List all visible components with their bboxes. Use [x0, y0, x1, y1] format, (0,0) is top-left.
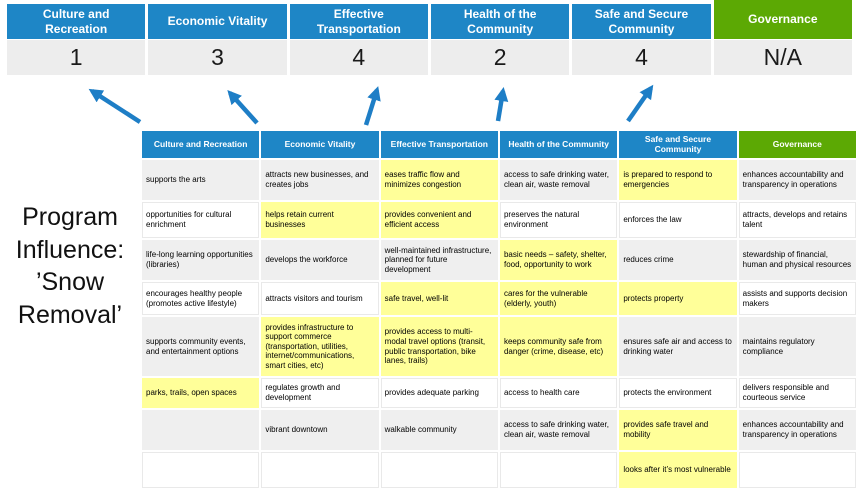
table-row: [142, 240, 856, 280]
table-cell: life-long learning opportunities (libraries): [142, 240, 259, 280]
matrix-header-row: [142, 131, 856, 158]
top-header-safe-secure-community: Safe and Secure Community: [572, 4, 710, 39]
table-cell: well-maintained infrastructure, planned for future development: [381, 240, 498, 280]
top-header-health-community: Health of the Community: [431, 4, 569, 39]
table-cell: provides infrastructure to support commerce (transportation, utilities, internet/communications, smart cities, etc): [261, 317, 378, 376]
table-cell: delivers responsible and courteous service: [739, 378, 856, 408]
table-cell: [381, 452, 498, 488]
table-cell: provides access to multi-modal travel options (transit, public transportation, bike lanes, trails): [381, 317, 498, 376]
table-row: [142, 160, 856, 200]
table-cell: attracts visitors and tourism: [261, 282, 378, 315]
table-cell: attracts new businesses, and creates jobs: [261, 160, 378, 200]
top-header-governance: Governance: [714, 0, 852, 39]
table-cell: provides adequate parking: [381, 378, 498, 408]
table-cell: provides convenient and efficient access: [381, 202, 498, 238]
table-row: [142, 317, 856, 376]
score-economic-vitality: 3: [148, 40, 286, 75]
table-cell: vibrant downtown: [261, 410, 378, 450]
connector-arrow: [366, 90, 377, 125]
program-influence-title: Program Influence: ’Snow Removal’: [15, 203, 125, 329]
table-cell: protects the environment: [619, 378, 736, 408]
top-header-effective-transportation: Effective Transportation: [290, 4, 428, 39]
connector-arrow: [628, 88, 651, 121]
table-cell: enhances accountability and transparency in operations: [739, 410, 856, 450]
top-header-economic-vitality: Economic Vitality: [148, 4, 286, 39]
table-cell: provides safe travel and mobility: [619, 410, 736, 450]
table-cell: safe travel, well-lit: [381, 282, 498, 315]
table-cell: supports community events, and entertainment options: [142, 317, 259, 376]
table-cell: develops the workforce: [261, 240, 378, 280]
matrix-header-culture-recreation: Culture and Recreation: [142, 131, 259, 158]
table-cell: enforces the law: [619, 202, 736, 238]
table-row: [142, 282, 856, 315]
table-cell: is prepared to respond to emergencies: [619, 160, 736, 200]
table-cell: [142, 410, 259, 450]
table-cell: keeps community safe from danger (crime, disease, etc): [500, 317, 617, 376]
table-row: [142, 202, 856, 238]
table-cell: assists and supports decision makers: [739, 282, 856, 315]
table-cell: looks after it’s most vulnerable: [619, 452, 736, 488]
table-cell: access to health care: [500, 378, 617, 408]
table-cell: helps retain current businesses: [261, 202, 378, 238]
table-cell: opportunities for cultural enrichment: [142, 202, 259, 238]
table-cell: basic needs – safety, shelter, food, opportunity to work: [500, 240, 617, 280]
matrix-header-safe-secure-community: Safe and Secure Community: [619, 131, 736, 158]
connector-arrow: [230, 93, 257, 123]
table-cell: [142, 452, 259, 488]
table-cell: maintains regulatory compliance: [739, 317, 856, 376]
table-cell: regulates growth and development: [261, 378, 378, 408]
table-cell: encourages healthy people (promotes active lifestyle): [142, 282, 259, 315]
table-row: [142, 378, 856, 408]
table-cell: eases traffic flow and minimizes congestion: [381, 160, 498, 200]
table-cell: stewardship of financial, human and physical resources: [739, 240, 856, 280]
connector-arrow: [498, 91, 503, 121]
table-cell: ensures safe air and access to drinking water: [619, 317, 736, 376]
score-safe-secure-community: 4: [572, 40, 710, 75]
table-cell: preserves the natural environment: [500, 202, 617, 238]
table-row: [142, 410, 856, 450]
table-cell: supports the arts: [142, 160, 259, 200]
table-cell: [500, 452, 617, 488]
table-row: [142, 452, 856, 488]
matrix-header-health-community: Health of the Community: [500, 131, 617, 158]
score-values-row: [7, 40, 852, 75]
table-cell: cares for the vulnerable (elderly, youth): [500, 282, 617, 315]
matrix-header-economic-vitality: Economic Vitality: [261, 131, 378, 158]
table-cell: walkable community: [381, 410, 498, 450]
table-cell: parks, trails, open spaces: [142, 378, 259, 408]
table-cell: protects property: [619, 282, 736, 315]
score-culture-recreation: 1: [7, 40, 145, 75]
table-cell: [739, 452, 856, 488]
table-cell: access to safe drinking water, clean air, waste removal: [500, 410, 617, 450]
table-cell: access to safe drinking water, clean air, waste removal: [500, 160, 617, 200]
influence-matrix: [140, 129, 858, 490]
table-cell: [261, 452, 378, 488]
table-cell: enhances accountability and transparency in operations: [739, 160, 856, 200]
score-health-community: 2: [431, 40, 569, 75]
table-cell: reduces crime: [619, 240, 736, 280]
matrix-header-governance: Governance: [739, 131, 856, 158]
connector-arrow: [92, 91, 140, 122]
score-governance: N/A: [714, 40, 852, 75]
score-effective-transportation: 4: [290, 40, 428, 75]
top-header-culture-recreation: Culture and Recreation: [7, 4, 145, 39]
matrix-header-effective-transportation: Effective Transportation: [381, 131, 498, 158]
score-summary-headers: [7, 0, 852, 39]
table-cell: attracts, develops and retains talent: [739, 202, 856, 238]
